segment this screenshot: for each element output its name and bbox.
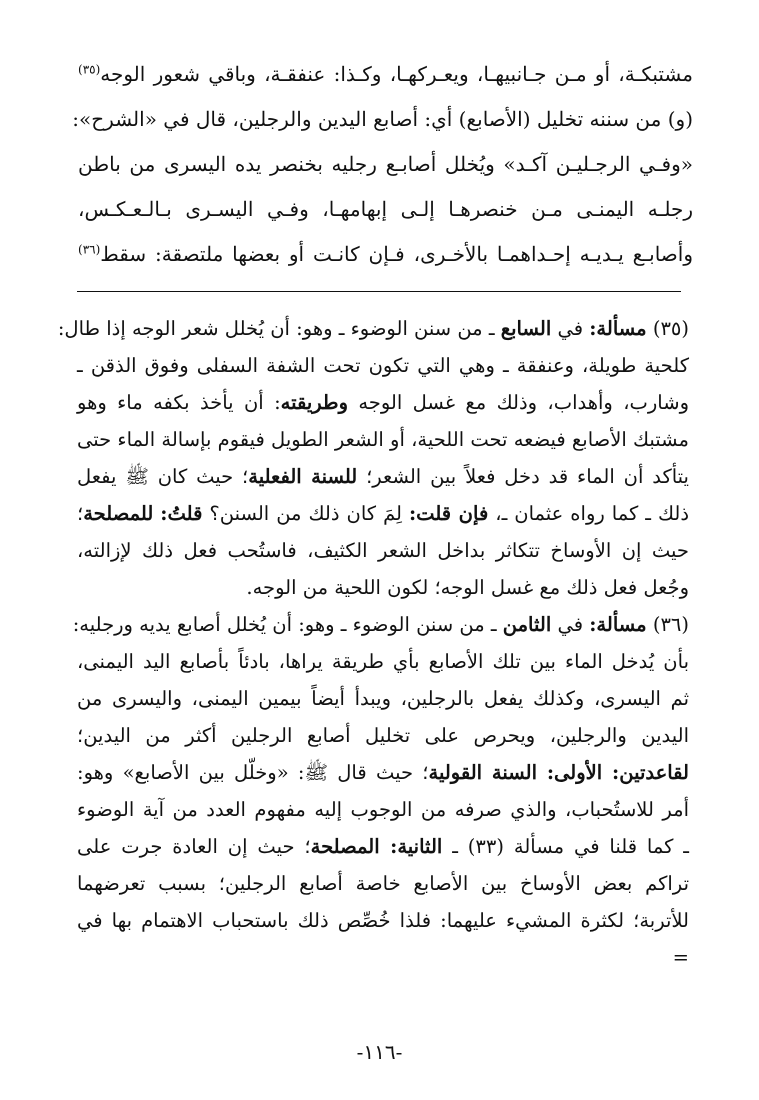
footnotes (57, 310, 690, 976)
footnote-36-line: اليدين والرجلين، ويحرص على تخليل أصابع الرجلين أكثر من اليدين؛ (77, 724, 689, 747)
main-line: مشتبكـة، أو مـن جـانبيهـا، ويعـركهـا، وكـذا: عنفقـة، وباقي شعور الوجه$^{(٣٥)}$ (78, 62, 693, 86)
footnote-35-line: يتأكد أن الماء قد دخل فعلاً بين الشعر؛ للسنة الفعلية؛ حيث كان ﷺ يفعل (77, 465, 689, 488)
footnote-marker-35[interactable]: (٣٥) (78, 62, 101, 77)
footnote-35-line: حيث إن الأوساخ تتكاثر بداخل الشعر الكثيف، فاستُحب فعل ذلك لإزالته، (77, 539, 689, 562)
footnote-35-line: ذلك ـ كما رواه عثمان ـ، فإن قلت: لِمَ كان ذلك من السنن؟ قلتُ: للمصلحة؛ (77, 502, 690, 525)
footnote-36-line: ثم اليسرى، وكذلك يفعل بالرجلين، ويبدأ أيضاً بيمين اليمنى، واليسرى من (77, 687, 689, 710)
footnote-35-line: (٣٥) مسألة: في السابع ـ من سنن الوضوء ـ وهو: أن يُخلل شعر الوجه إذا طال: (57, 317, 689, 340)
footnote-36-line: لقاعدتين: الأولى: السنة القولية؛ حيث قال ﷺ: «وخلّل بين الأصابع» وهو: (77, 761, 689, 784)
footnote-36-line: بأن يُدخل الماء بين تلك الأصابع بأي طريقة يراها، بادئاً بأصابع اليد اليمنى، (77, 650, 689, 673)
main-line: وأصابـع يـديـه إحـداهمـا بالأخـرى، فـإن كانـت أو بعضها ملتصقة: سقط$^{(٣٦)}$ (78, 242, 693, 266)
footnote-35-line: مشتبك الأصابع فيضعه تحت اللحية، أو الشعر الطويل فيقوم بإسالة الماء حتى (77, 428, 689, 451)
main-text (72, 52, 693, 277)
main-line: (و) من سننه تخليل (الأصابع) أي: أصابع اليدين والرجلين، قال في «الشرح»: (72, 107, 693, 131)
continuation-mark: = (672, 946, 689, 969)
footnote-divider (77, 291, 681, 292)
footnote-35-line: كلحية طويلة، وعنفقة ـ وهي التي تكون تحت الشفة السفلى وفوق الذقن ـ (77, 354, 689, 377)
footnote-36-line: للأتربة؛ لكثرة المشيء عليهما: فلذا خُصِّص ذلك باستحباب الاهتمام بها في (77, 909, 689, 932)
main-line: «وفـي الرجـليـن آكـد» ويُخلل أصابـع رجليه بخنصر يده اليسرى من باطن (78, 152, 693, 176)
footnote-36-line: ـ كما قلنا في مسألة (٣٣) ـ الثانية: المصلحة؛ حيث إن العادة جرت على (77, 835, 690, 858)
footnote-36-line: أمر للاستُحباب، والذي صرفه من الوجوب إليه مفهوم العدد من آية الوضوء (77, 798, 689, 821)
page-number: -١١٦- (356, 1040, 403, 1064)
footnote-35-line: وشارب، وأهداب، وذلك مع غسل الوجه وطريقته: أن يأخذ بكفه ماء وهو (77, 391, 689, 414)
footnote-marker-36[interactable]: (٣٦) (78, 242, 101, 257)
main-line: رجلـه اليمنـى مـن خنصرهـا إلـى إبهامهـا، وفـي اليسـرى بـالـعـكـس، (78, 197, 693, 221)
footnote-36-line: (٣٦) مسألة: في الثامن ـ من سنن الوضوء ـ وهو: أن يُخلل أصابع يديه ورجليه: (72, 613, 689, 636)
footnote-36-line: تراكم بعض الأوساخ بين الأصابع خاصة أصابع الرجلين؛ بسبب تعرضهما (77, 872, 689, 895)
footnote-35-line: وجُعل فعل ذلك مع غسل الوجه؛ لكون اللحية من الوجه. (246, 576, 689, 599)
